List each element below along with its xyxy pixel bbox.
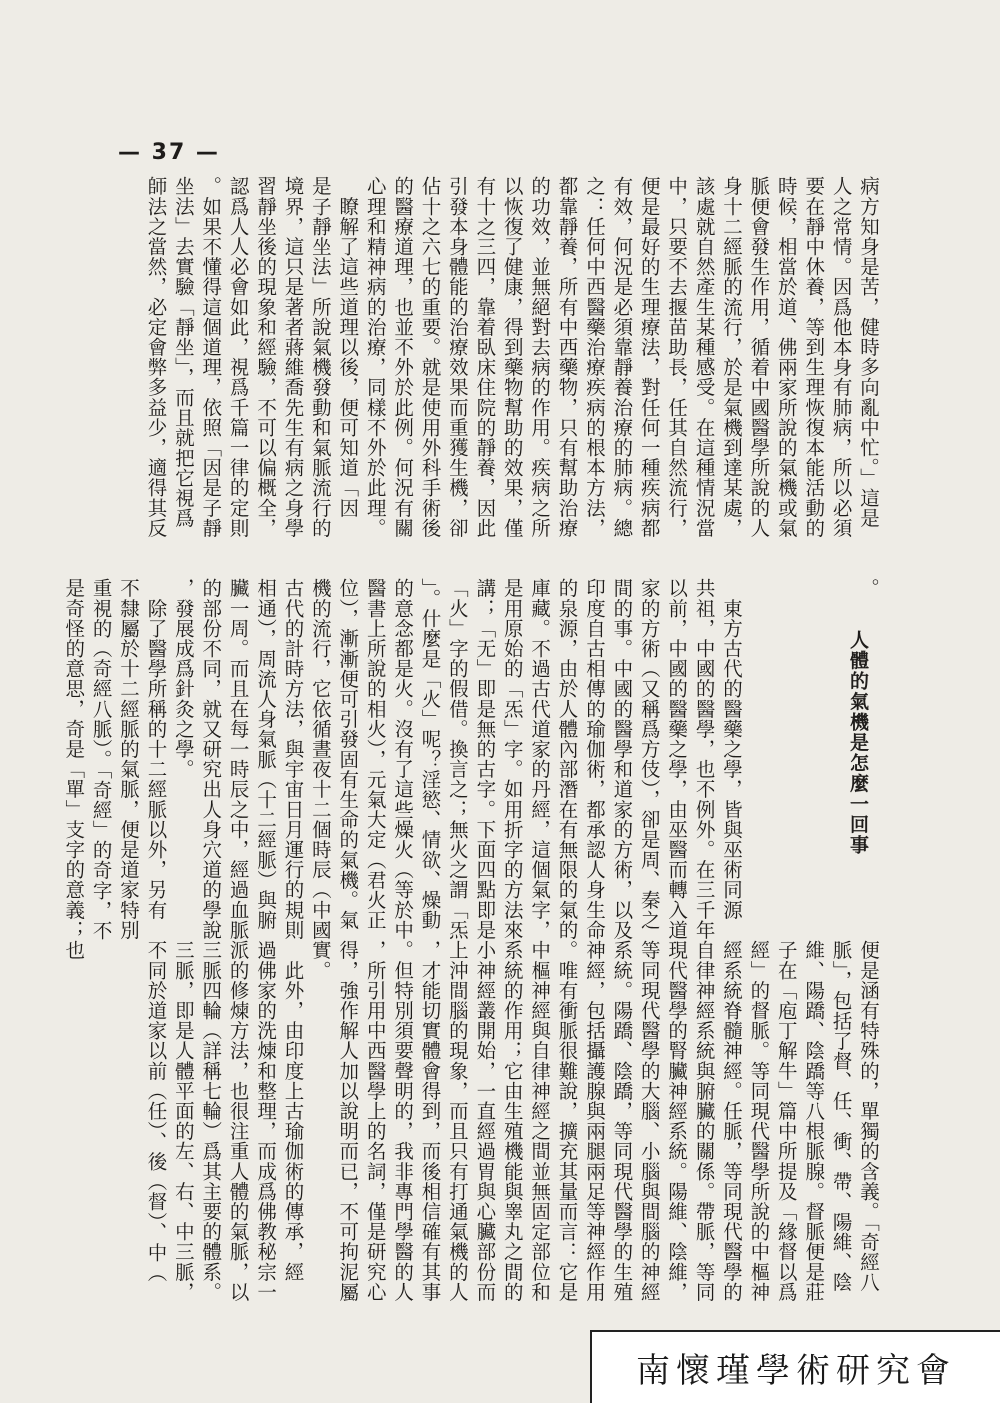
text-block-lower: 便是涵有特殊的，單獨的含義。「奇經八 脈」，包括了督、任、衝、帶、陽維、陰 維、陽蹻、陰蹻等八根脈腺。督脈便是莊 子在「庖丁解牛」篇中所提及「緣督以爲 經」的督脈。等同現代醫學所說的中樞神 經系統脊髓神經。任脈，等同現代醫學的 自律神經系統與腑臟的關係。帶脈，等同 現代醫學的腎臟神經系統。陽維、陰維， 等同現代醫學的大腦、小腦與間腦的神經 系統。陽蹻、陰蹻，等同現代醫學的生殖 神經，包括攝護腺與兩腿兩足等神經作用 。唯有衝脈很難說，擴充其量而言：它是 中樞神經與自律神經之間並無固定部位和 系統的作用；它由生殖機能與睾丸之間的 小神經叢開始，一直經過胃與心臟部份而 上沖間腦的現象，而且只有打通氣機的人 ，才能切實體會得到，而後相信確有其事 。但特別須要聲明的，我非專門學醫的人 ，所引用中西醫學上的名詞，僅是研究心 得，強作解人加以說明而已，不可拘泥屬 實。 此外，由印度上古瑜伽術的傳承，經 過佛家的洗煉和整理，而成爲佛教秘宗一 派的修煉方法，也很注重人體的氣脈，以 三脈四輪（詳稱七輪）爲其主要的體系。 三脈，即是人體平面的左、右、中三脈， 不同於道家以前（任）、後（督）、中（ [144, 940, 880, 1302]
text-block-middle: 。 東方古代的醫藥之學，皆與巫術同源 共祖，中國的醫學，也不例外。在三千年 以前，中國的醫藥之學，由巫醫而轉入道 家的方術（又稱爲方伎），卻是周、秦之 間的事。中國的醫學和道家的方術，以及 印度自古相傳的瑜伽術，都承認人身生命 的泉源，由於人體內部潛在有無限的氣的 庫藏。不過古代道家的丹經，這個氣字， 是用原始的「炁」字。如用折字的方法來 講；「无」即是無的古字。下面四點即是 「火」字的假借。換言之；無火之謂「炁 」。什麼是「火」呢？淫慾、情欲、燥動 的意念都是火。沒有了這些燥火（等於中 醫書上所說的相火），元氣大定（君火正 位），漸漸便可引發固有生命的氣機。氣 機的流行，它依循晝夜十二個時辰（中國 古代的計時方法，與宇宙日月運行的規則 相通），周流人身氣脈（十二經脈）與腑 臟一周。而且在每一時辰之中，經過血脈 的部份不同，就又研究出人身穴道的學說 ，發展成爲針灸之學。 除了醫學所稱的十二經脈以外，另有 不隸屬於十二經脈的氣脈，便是道家特別 重視的（奇經八脈）。「奇經」的奇字，不 是奇怪的意思，奇是「單」支字的意義；也 [62, 578, 880, 960]
section-heading: 人體的氣機是怎麼一回事 [847, 630, 869, 856]
page-number: — 37 — [118, 140, 220, 165]
publisher-stamp [590, 1330, 1000, 1403]
text-block-upper: 病方知身是苦，健時多向亂中忙。」這是 人之常情。因爲他本身有肺病，所以必須 要在靜中休養，等到生理恢復本能活動的 時候，相當於道、佛兩家所說的氣機或氣 脈便會發生作用，循着中國醫學所說的人 身十二經脈的流行，於是氣機到達某處， 該處就自然產生某種感受。在這種情況當 中，只要不去揠苗助長，任其自然流行， 便是最好的生理療法，對任何一種疾病都 有效，何況是必須靠靜養治療的肺病。總 之：任何中西醫藥治療疾病的根本方法， 都靠靜養，所有中西藥物，只有幫助治療 的功效，並無絕對去病的作用。疾病之所 以恢復了健康，得到藥物幫助的效果，僅 有十之三四，靠着臥床住院的靜養，因此 引發本身體能的治療效果而重獲生機，卻 佔十之六七的重要。就是使用外科手術後 的醫療道理，也並不外於此例。何況有關 心理和精神病的治療，同樣不外於此理。 瞭解了這些道理以後，便可知道「因 是子靜坐法」所說氣機發動和氣脈流行的 境界，這只是著者蔣維喬先生有病之身學 習靜坐後的現象和經驗，不可以偏概全， 認爲人人必會如此，視爲千篇一律的定則 。如果不懂得這個道理，依照「因是子靜 坐法」去實驗「靜坐」，而且就把它視爲 師法之當然，必定會弊多益少，適得其反 [144, 176, 880, 538]
stamp-label: 南懷瑾學術研究會 [636, 1351, 956, 1391]
